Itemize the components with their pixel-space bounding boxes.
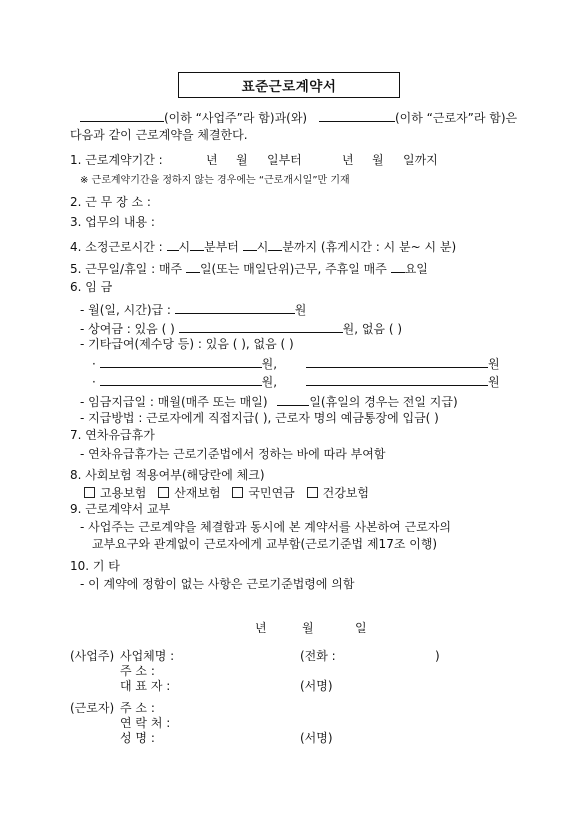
weekly-holiday-blank[interactable]: [391, 260, 405, 273]
item-4-to: 분까지 (휴게시간 : 시 분~ 시 분): [282, 240, 457, 254]
item-6-payday: [80, 393, 458, 408]
start-minute-blank[interactable]: [190, 238, 204, 251]
bullet-dot: ·: [92, 357, 96, 371]
worker-tag: (근로자): [70, 701, 115, 715]
other-pay-4-unit: 원: [488, 375, 500, 389]
date-year: 년: [255, 621, 267, 635]
other-pay-row-2: [92, 373, 277, 388]
start-hour-blank[interactable]: [167, 238, 179, 251]
item-2-workplace: 2. 근 무 장 소 :: [70, 195, 151, 209]
employer-phone: (전화 :: [300, 649, 336, 663]
other-pay-3-blank[interactable]: [100, 373, 262, 386]
item-9-body-1: - 사업주는 근로계약을 체결함과 동시에 본 계약서를 사본하여 근로자의: [80, 520, 452, 534]
item-1-month-from: 월: [236, 153, 248, 167]
end-minute-blank[interactable]: [268, 238, 282, 251]
other-pay-row-1b: [306, 355, 500, 370]
employer-tag: (사업주): [70, 649, 115, 663]
item-1-month-to: 월: [372, 153, 384, 167]
item-9-heading: 9. 근로계약서 교부: [70, 502, 171, 516]
employer-blank[interactable]: [80, 109, 164, 122]
intro-line-1: [80, 109, 517, 124]
item-1-note: ※ 근로계약기간을 정하지 않는 경우에는 “근로개시일”만 기재: [80, 175, 350, 186]
item-5-middle: 일(또는 매일단위)근무, 주휴일 매주: [199, 262, 387, 276]
employer-address: 주 소 :: [120, 664, 155, 678]
worker-address: 주 소 :: [120, 701, 155, 715]
other-pay-2-blank[interactable]: [306, 355, 488, 368]
payday-label: - 임금지급일 : 매월(매주 또는 매일): [80, 395, 268, 409]
date-day: 일: [355, 621, 367, 635]
item-4-hours: [70, 238, 456, 253]
payday-blank[interactable]: [277, 393, 309, 406]
item-1-day-to: 일까지: [403, 153, 438, 167]
other-pay-1-unit: 원,: [261, 357, 278, 371]
item-10-heading: 10. 기 타: [70, 559, 120, 573]
item-1-year-to: 년: [342, 153, 354, 167]
monthly-wage-unit: 원: [294, 303, 307, 317]
bonus-label: - 상여금 : 있음 ( ): [80, 322, 175, 336]
payday-note: 일(휴일의 경우는 전일 지급): [309, 395, 458, 409]
worker-name: 성 명 :: [120, 731, 155, 745]
other-pay-2-unit: 원: [488, 357, 500, 371]
monthly-wage-blank[interactable]: [175, 301, 295, 314]
item-4-label: 4. 소정근로시간 :: [70, 240, 163, 254]
intro-line-2: 다음과 같이 근로계약을 체결한다.: [70, 128, 248, 142]
item-6-bonus: [80, 320, 402, 335]
other-pay-1-blank[interactable]: [100, 355, 262, 368]
item-4-from: 분부터: [204, 240, 239, 254]
worker-contact: 연 락 처 :: [120, 716, 171, 730]
bullet-dot: ·: [92, 375, 96, 389]
item-5-workdays: [70, 260, 428, 275]
employer-phone-close: ): [435, 649, 440, 663]
bonus-none: 원, 없음 ( ): [342, 322, 403, 336]
other-pay-3-unit: 원,: [261, 375, 278, 389]
other-pay-row-1: [92, 355, 277, 370]
item-6-heading: 6. 임 금: [70, 280, 113, 294]
employer-representative: 대 표 자 :: [120, 679, 171, 693]
employer-company-name: 사업체명 :: [120, 649, 175, 663]
item-10-body: - 이 계약에 정함이 없는 사항은 근로기준법령에 의함: [80, 577, 355, 591]
bonus-amount-blank[interactable]: [179, 320, 343, 333]
item-1-label: 1. 근로계약기간 :: [70, 153, 163, 167]
other-pay-4-blank[interactable]: [306, 373, 488, 386]
item-9-body-2: 교부요구와 관계없이 근로자에게 교부함(근로기준법 제17조 이행): [92, 537, 438, 551]
item-7-heading: 7. 연차유급휴가: [70, 428, 155, 442]
document-title: 표준근로계약서: [178, 72, 400, 98]
employer-signature: (서명): [300, 679, 333, 693]
date-month: 월: [302, 621, 314, 635]
checkbox-pension[interactable]: 국민연금: [232, 486, 294, 500]
item-4-hour-unit-2: 시: [256, 240, 269, 254]
end-hour-blank[interactable]: [243, 238, 257, 251]
workdays-blank[interactable]: [186, 260, 200, 273]
item-6-other-pay: - 기타급여(제수당 등) : 있음 ( ), 없음 ( ): [80, 337, 294, 351]
item-3-job: 3. 업무의 내용 :: [70, 215, 155, 229]
monthly-wage-label: - 월(일, 시간)급 :: [80, 303, 171, 317]
checkbox-health[interactable]: 건강보험: [307, 486, 369, 500]
item-4-hour-unit: 시: [178, 240, 191, 254]
item-1-day-from: 일부터: [267, 153, 302, 167]
worker-blank[interactable]: [319, 109, 395, 122]
item-5-end: 요일: [404, 262, 428, 276]
other-pay-row-2b: [306, 373, 500, 388]
item-8-heading: 8. 사회보험 적용여부(해당란에 체크): [70, 468, 265, 482]
item-7-body: - 연차유급휴가는 근로기준법에서 정하는 바에 따라 부여함: [80, 447, 386, 461]
worker-signature: (서명): [300, 731, 333, 745]
item-5-label: 5. 근무일/휴일 : 매주: [70, 262, 183, 276]
insurance-options: [84, 487, 369, 499]
item-1-year-from: 년: [206, 153, 218, 167]
checkbox-industrial[interactable]: 산재보험: [158, 486, 220, 500]
checkbox-employment[interactable]: 고용보험: [84, 486, 146, 500]
item-6-monthly-wage: [80, 301, 306, 316]
item-6-pay-method: - 지급방법 : 근로자에게 직접지급( ), 근로자 명의 예금통장에 입금( ): [80, 411, 439, 425]
intro-employer-text: (이하 “사업주”라 함)과(와): [164, 111, 308, 125]
intro-worker-text: (이하 “근로자”라 함)은: [394, 111, 518, 125]
